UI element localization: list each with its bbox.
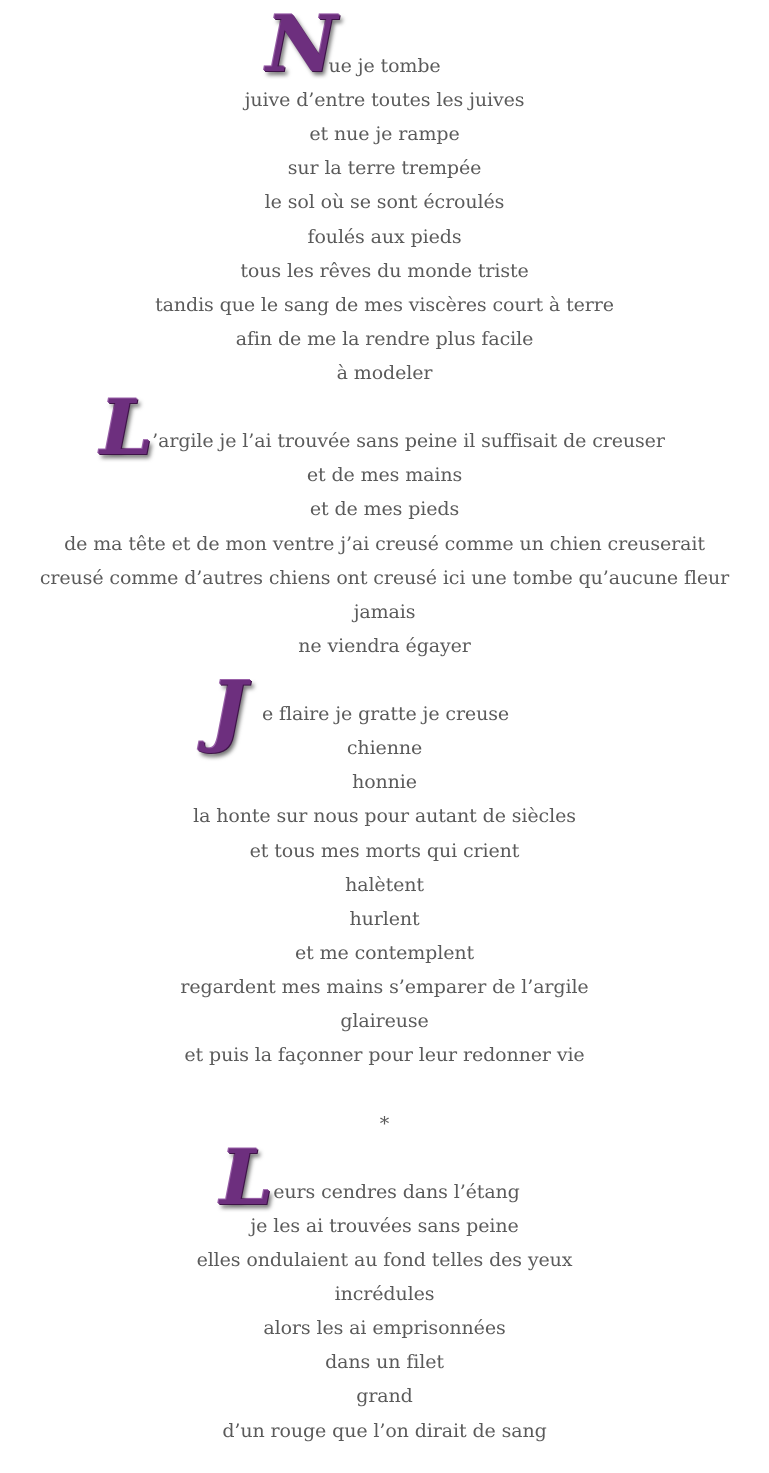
poem-line: hurlent (349, 908, 420, 930)
poem-line: et me contemplent (294, 942, 475, 964)
poem-line: je les ai trouvées sans peine (250, 1215, 519, 1237)
poem-line: alors les ai emprisonnées (263, 1317, 506, 1339)
poem-line: jamais (353, 601, 416, 623)
poem-line: juive d’entre toutes les juives (244, 89, 525, 111)
poem-line: creusé comme d’autres chiens ont creusé ici une tombe qu’aucune fleur (39, 567, 730, 589)
poem-line: afin de me la rendre plus facile (235, 328, 534, 350)
poem-line: de ma tête et de mon ventre j’ai creusé comme un chien creuserait (64, 533, 705, 555)
poem-line: halètent (345, 874, 424, 896)
poem-line: ue je tombe (328, 55, 441, 77)
poem-line: et de mes pieds (309, 498, 460, 520)
poem-line: incrédules (334, 1283, 435, 1305)
poem-line: à modeler (336, 362, 433, 384)
poem-line: sur la terre trempée (287, 157, 482, 179)
poem-line: ne viendra égayer (298, 635, 471, 657)
dropcap-l: L (220, 1133, 274, 1222)
poem-line: le sol où se sont écroulés (264, 191, 505, 213)
section-separator: * (379, 1113, 390, 1135)
poem-line: et puis la façonner pour leur redonner vie (184, 1044, 585, 1066)
poem-line: glaireuse (340, 1010, 429, 1032)
poem-line: grand (356, 1385, 413, 1407)
poem-line: tous les rêves du monde triste (240, 260, 529, 282)
poem-line: ’argile je l’ai trouvée sans peine il suffisait de creuser (152, 430, 665, 452)
dropcap-n: N (266, 0, 338, 90)
poem-line: elles ondulaient au fond telles des yeux (196, 1249, 573, 1271)
poem-line: regardent mes mains s’emparer de l’argile (180, 976, 589, 998)
poem-line: eurs cendres dans l’étang (273, 1181, 520, 1203)
poem-line: e flaire je gratte je creuse (261, 703, 510, 725)
poem-line: dans un filet (325, 1351, 444, 1373)
poem-line: et tous mes morts qui crient (249, 840, 520, 862)
poem-line: honnie (352, 771, 417, 793)
poem-line: la honte sur nous pour autant de siècles (193, 805, 576, 827)
dropcap-l: L (100, 383, 154, 472)
poem-line: d’un rouge que l’on dirait de sang (222, 1420, 547, 1442)
poem-line: foulés aux pieds (307, 226, 462, 248)
poem-line: tandis que le sang de mes viscères court à terre (155, 294, 614, 316)
poem-line: et nue je rampe (309, 123, 460, 145)
dropcap-j: J (210, 665, 247, 756)
poem-line: et de mes mains (306, 464, 463, 486)
poem-line: chienne (346, 737, 423, 759)
